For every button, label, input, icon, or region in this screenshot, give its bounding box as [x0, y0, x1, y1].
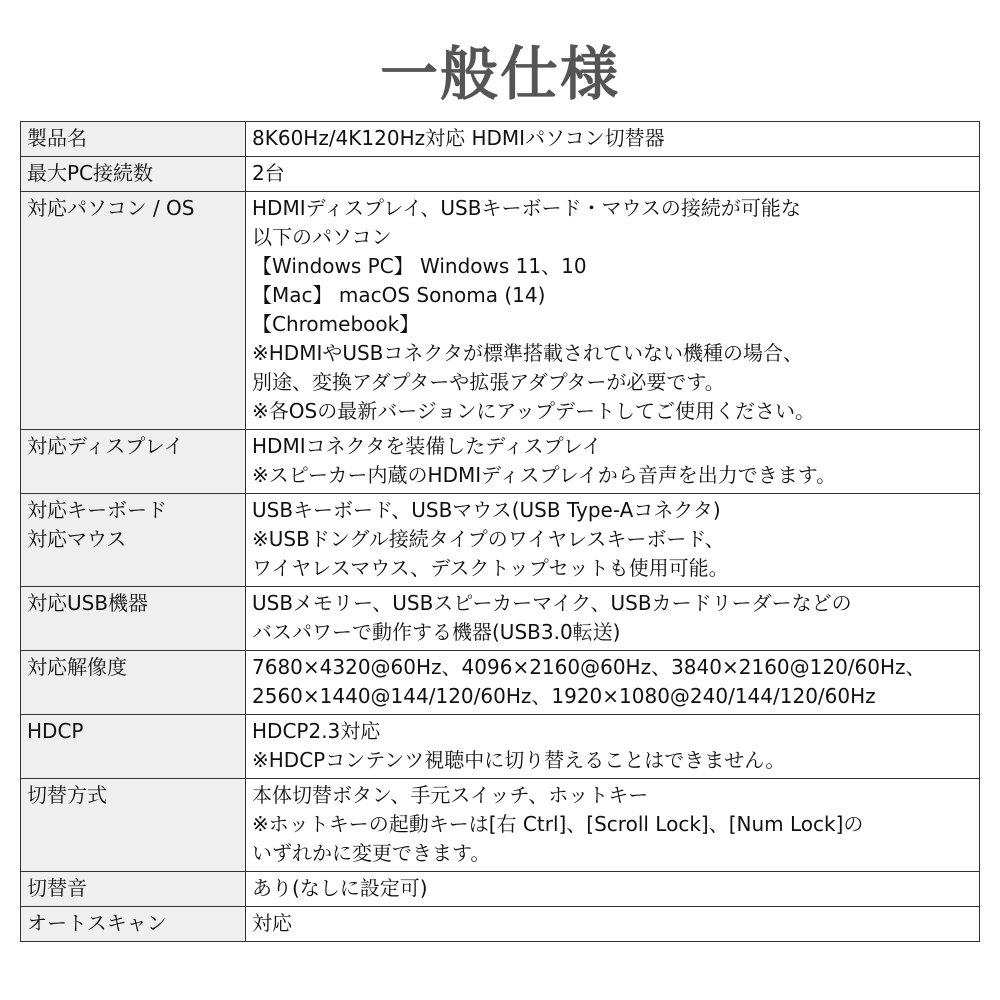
- value-line: ※HDCPコンテンツ視聴中に切り替えることはできません。: [252, 748, 786, 772]
- value-line: HDMIコネクタを装備したディスプレイ: [252, 434, 602, 458]
- value-line: いずれかに変更できます。: [252, 841, 491, 865]
- spec-value: [246, 715, 980, 779]
- spec-value: [246, 779, 980, 872]
- value-line: 2560×1440@144/120/60Hz、1920×1080@240/144/120/60Hz: [252, 684, 876, 708]
- value-line: 【Mac】 macOS Sonoma (14): [252, 283, 546, 307]
- value-line: 2台: [252, 161, 285, 185]
- value-line: ※スピーカー内蔵のHDMIディスプレイから音声を出力できます。: [252, 463, 837, 487]
- spec-row-switch-method: [21, 779, 980, 872]
- value-line: USBキーボード、USBマウス(USB Type-Aコネクタ): [252, 498, 721, 522]
- value-line: ※各OSの最新バージョンにアップデートしてご使用ください。: [252, 399, 815, 423]
- page-title: 一般仕様: [379, 40, 620, 108]
- spec-row-usb-devices: [21, 587, 980, 651]
- label-line: 対応解像度: [27, 655, 127, 679]
- spec-row-switch-sound: [21, 872, 980, 907]
- spec-row-resolution: [21, 651, 980, 715]
- label-line: 最大PC接続数: [27, 161, 154, 185]
- spec-label: [21, 587, 246, 651]
- spec-row-max-pc: [21, 157, 980, 192]
- value-line: あり(なしに設定可): [252, 876, 428, 900]
- label-line: 切替方式: [27, 783, 107, 807]
- label-line: 切替音: [27, 876, 87, 900]
- value-line: 別途、変換アダプターや拡張アダプターが必要です。: [252, 370, 725, 394]
- spec-value: [246, 494, 980, 587]
- value-line: USBメモリー、USBスピーカーマイク、USBカードリーダーなどの: [252, 591, 852, 615]
- spec-label: [21, 494, 246, 587]
- spec-label: [21, 122, 246, 157]
- value-line: 対応: [252, 911, 292, 935]
- spec-label: [21, 779, 246, 872]
- spec-value: [246, 430, 980, 494]
- spec-row-supported-os: [21, 192, 980, 430]
- spec-table-body: [21, 122, 980, 942]
- spec-value: [246, 907, 980, 942]
- spec-label: [21, 907, 246, 942]
- spec-value: [246, 872, 980, 907]
- label-line: オートスキャン: [27, 911, 167, 935]
- spec-row-hdcp: [21, 715, 980, 779]
- value-line: 8K60Hz/4K120Hz対応 HDMIパソコン切替器: [252, 126, 665, 150]
- value-line: 【Windows PC】 Windows 11、10: [252, 254, 587, 278]
- value-line: ※ホットキーの起動キーは[右 Ctrl]、[Scroll Lock]、[Num Lock]の: [252, 812, 864, 836]
- spec-value: [246, 192, 980, 430]
- spec-label: [21, 192, 246, 430]
- value-line: 【Chromebook】: [252, 312, 420, 336]
- spec-row-product-name: [21, 122, 980, 157]
- label-line: 製品名: [27, 126, 87, 150]
- spec-value: [246, 587, 980, 651]
- label-line: 対応USB機器: [27, 591, 149, 615]
- value-line: ワイヤレスマウス、デスクトップセットも使用可能。: [252, 556, 729, 580]
- spec-row-auto-scan: [21, 907, 980, 942]
- spec-value: [246, 157, 980, 192]
- label-line: HDCP: [27, 719, 84, 743]
- spec-label: [21, 430, 246, 494]
- spec-value: [246, 122, 980, 157]
- value-line: バスパワーで動作する機器(USB3.0転送): [252, 620, 621, 644]
- spec-label: [21, 651, 246, 715]
- value-line: 以下のパソコン: [252, 225, 392, 249]
- spec-label: [21, 715, 246, 779]
- value-line: 本体切替ボタン、手元スイッチ、ホットキー: [252, 783, 649, 807]
- value-line: ※USBドングル接続タイプのワイヤレスキーボード、: [252, 527, 725, 551]
- label-line: 対応パソコン / OS: [27, 196, 195, 220]
- spec-value: [246, 651, 980, 715]
- label-line: 対応ディスプレイ: [27, 434, 184, 458]
- value-line: ※HDMIやUSBコネクタが標準搭載されていない機種の場合、: [252, 341, 804, 365]
- value-line: HDMIディスプレイ、USBキーボード・マウスの接続が可能な: [252, 196, 801, 220]
- value-line: 7680×4320@60Hz、4096×2160@60Hz、3840×2160@120/60Hz、: [252, 655, 926, 679]
- spec-table: [20, 121, 980, 942]
- spec-label: [21, 872, 246, 907]
- label-line: 対応キーボード: [27, 498, 167, 522]
- value-line: HDCP2.3対応: [252, 719, 381, 743]
- label-line: 対応マウス: [27, 527, 127, 551]
- spec-row-keyboard-mouse: [21, 494, 980, 587]
- spec-label: [21, 157, 246, 192]
- spec-row-display: [21, 430, 980, 494]
